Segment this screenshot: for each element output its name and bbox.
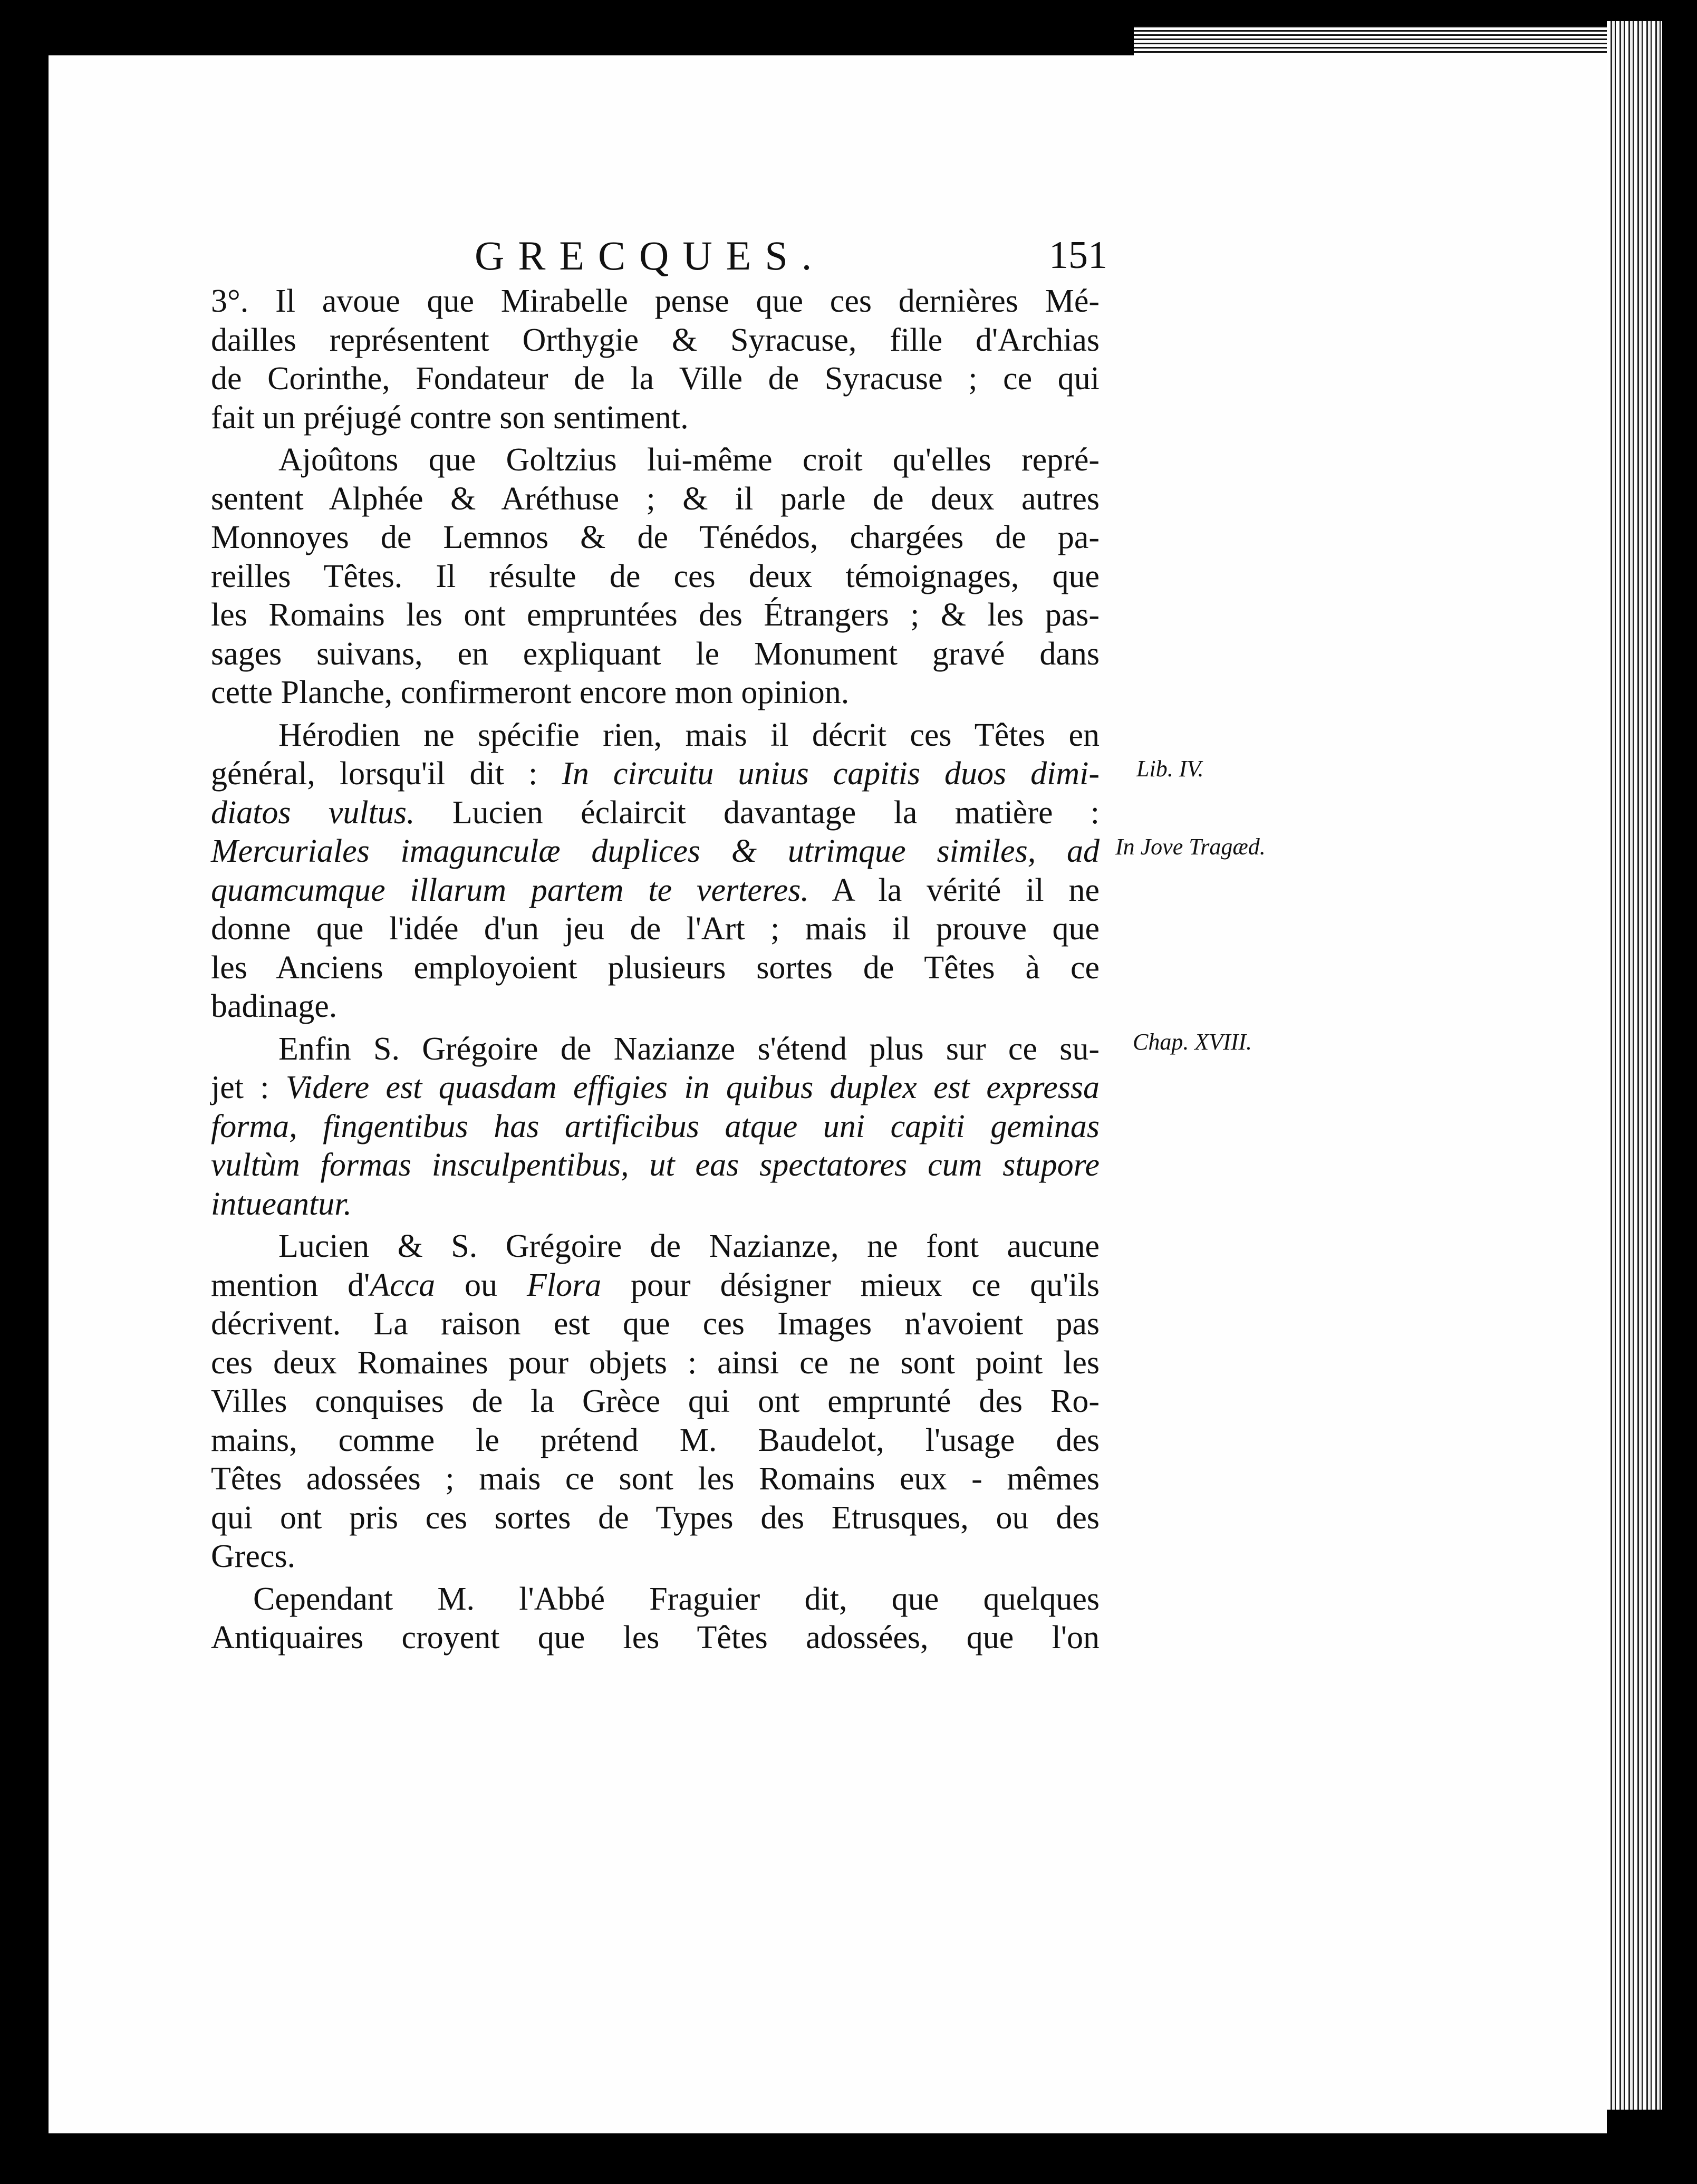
paragraph <box>211 716 1100 1026</box>
text-roman: A la vérité il ne <box>808 872 1100 908</box>
book-edge-right <box>1607 21 1662 2110</box>
book-edge-top <box>1134 26 1635 55</box>
running-head <box>211 232 1107 280</box>
text-line: Têtes adossées ; mais ce sont les Romains eux - mêmes <box>211 1461 1100 1497</box>
text-line: Lucien & S. Grégoire de Nazianze, ne font aucune <box>278 1228 1100 1264</box>
text-roman: général, lorsqu'il dit : <box>211 756 562 792</box>
text-line: fait un préjugé contre son sentiment. <box>211 399 689 436</box>
paragraph <box>211 441 1100 713</box>
text-line: Enfin S. Grégoire de Nazianze s'étend plus sur ce su- <box>278 1031 1100 1067</box>
name-acca: Acca <box>370 1267 436 1303</box>
text-line: Cependant M. l'Abbé Fraguier dit, que quelques <box>253 1581 1100 1617</box>
body-text <box>211 282 1100 1661</box>
running-title: GRECQUES. <box>475 233 826 278</box>
text-line: dailles représentent Orthygie & Syracuse, fille d'Archias <box>211 322 1100 358</box>
text-line: qui ont pris ces sortes de Types des Etrusques, ou des <box>211 1499 1100 1536</box>
text-line: badinage. <box>211 988 338 1024</box>
text-line: Antiquaires croyent que les Têtes adossées, que l'on <box>211 1620 1100 1656</box>
text-line <box>211 871 1100 910</box>
text-line: reilles Têtes. Il résulte de ces deux témoignages, que <box>211 558 1100 594</box>
latin-quote: Mercuriales imagunculæ duplices & utrimque similes, ad <box>211 833 1100 869</box>
text-roman: Lucien éclaircit davantage la matière : <box>414 794 1100 831</box>
paragraph <box>211 1580 1100 1658</box>
margin-note-chap: Chap. XVIII. <box>1133 1029 1252 1055</box>
text-line <box>211 794 1100 833</box>
page-number: 151 <box>1049 234 1107 277</box>
latin-quote: In circuitu unius capitis duos dimi- <box>562 756 1100 792</box>
text-roman: pour désigner mieux ce qu'ils <box>601 1267 1100 1303</box>
text-line: ces deux Romaines pour objets : ainsi ce ne sont point les <box>211 1344 1100 1381</box>
text-line: Monnoyes de Lemnos & de Ténédos, chargées de pa- <box>211 519 1100 555</box>
latin-quote: Videre est quasdam effigies in quibus duplex est expressa <box>285 1070 1100 1105</box>
latin-quote: diatos vultus. <box>211 794 415 831</box>
text-line: cette Planche, confirmeront encore mon opinion. <box>211 675 850 710</box>
margin-note-jove: In Jove Tragæd. <box>1115 834 1266 860</box>
latin-quote: forma, fingentibus has artificibus atque uni capiti geminas <box>211 1108 1100 1144</box>
text-line <box>211 755 1100 794</box>
text-line: Hérodien ne spécifie rien, mais il décrit ces Têtes en <box>278 717 1100 753</box>
latin-quote: intueantur. <box>211 1186 352 1222</box>
text-roman: mention d' <box>211 1267 370 1303</box>
text-line <box>211 1146 1100 1185</box>
text-line: 3°. Il avoue que Mirabelle pense que ces dernières Mé- <box>211 283 1100 319</box>
text-line: les Anciens employoient plusieurs sortes de Têtes à ce <box>211 949 1100 986</box>
paragraph <box>211 1030 1100 1224</box>
text-line <box>211 1108 1100 1147</box>
latin-quote: vultùm formas insculpentibus, ut eas spectatores cum stupore <box>211 1147 1100 1183</box>
text-line <box>211 832 1100 871</box>
text-line: Villes conquises de la Grèce qui ont emprunté des Ro- <box>211 1383 1100 1419</box>
text-line <box>211 1185 1100 1224</box>
text-line: sentent Alphée & Aréthuse ; & il parle de deux autres <box>211 480 1100 517</box>
text-line: Ajoûtons que Goltzius lui-même croit qu'elles repré- <box>278 442 1100 478</box>
latin-quote: quamcumque illarum partem te verteres. <box>211 872 809 908</box>
text-roman: ou <box>435 1267 527 1303</box>
text-line: décrivent. La raison est que ces Images n'avoient pas <box>211 1306 1100 1342</box>
paragraph <box>211 1227 1100 1576</box>
text-line: sages suivans, en expliquant le Monument gravé dans <box>211 636 1100 672</box>
paragraph <box>211 282 1100 437</box>
text-line: donne que l'idée d'un jeu de l'Art ; mais il prouve que <box>211 911 1100 947</box>
name-flora: Flora <box>526 1267 602 1303</box>
text-line: mains, comme le prétend M. Baudelot, l'usage des <box>211 1422 1100 1458</box>
margin-note-lib: Lib. IV. <box>1136 756 1204 782</box>
text-line <box>211 1266 1100 1305</box>
text-line: de Corinthe, Fondateur de la Ville de Syracuse ; ce qui <box>211 361 1100 397</box>
text-line: les Romains les ont empruntées des Étrangers ; & les pas- <box>211 597 1100 633</box>
text-line <box>211 1069 1100 1108</box>
text-line: Grecs. <box>211 1538 296 1574</box>
text-roman: jet : <box>211 1070 286 1105</box>
